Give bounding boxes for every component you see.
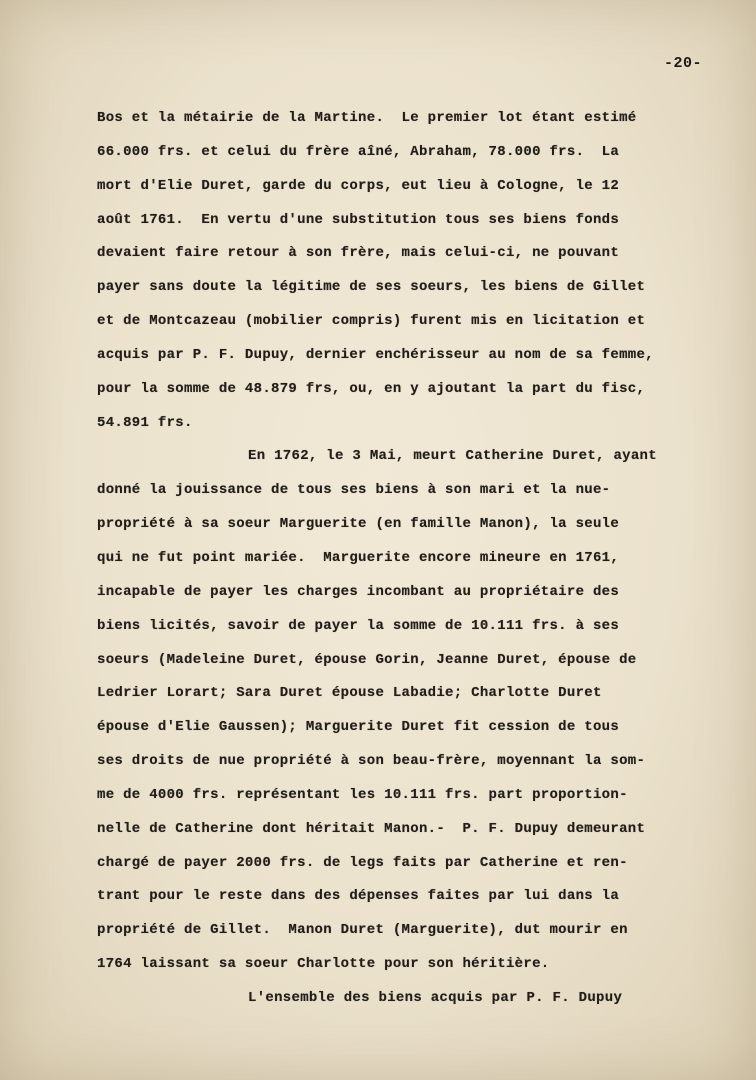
text-line: biens licités, savoir de payer la somme de 10.111 frs. à ses <box>97 617 620 634</box>
text-line: donné la jouissance de tous ses biens à son mari et la nue- <box>97 482 611 499</box>
text-line: propriété de Gillet. Manon Duret (Marguerite), dut mourir en <box>97 922 628 939</box>
page-number: -20- <box>664 55 703 72</box>
text-line: qui ne fut point mariée. Marguerite encore mineure en 1761, <box>97 549 620 566</box>
text-line: 66.000 frs. et celui du frère aîné, Abraham, 78.000 frs. La <box>97 143 620 160</box>
text-line: devaient faire retour à son frère, mais celui-ci, ne pouvant <box>97 245 620 262</box>
paragraph-start-line: L'ensemble des biens acquis par P. F. Dupuy <box>248 989 623 1006</box>
text-line: et de Montcazeau (mobilier compris) furent mis en licitation et <box>97 313 646 330</box>
text-line: chargé de payer 2000 frs. de legs faits par Catherine et ren- <box>97 854 628 871</box>
text-line: acquis par P. F. Dupuy, dernier enchérisseur au nom de sa femme, <box>97 346 654 363</box>
text-line: incapable de payer les charges incombant au propriétaire des <box>97 583 620 600</box>
text-line: payer sans doute la légitime de ses soeurs, les biens de Gillet <box>97 279 646 296</box>
text-line: trant pour le reste dans des dépenses faites par lui dans la <box>97 888 620 905</box>
text-line: propriété à sa soeur Marguerite (en famille Manon), la seule <box>97 516 620 533</box>
text-line: mort d'Elie Duret, garde du corps, eut lieu à Cologne, le 12 <box>97 177 620 194</box>
text-line: épouse d'Elie Gaussen); Marguerite Duret fit cession de tous <box>97 719 620 736</box>
text-line: ses droits de nue propriété à son beau-frère, moyennant la som- <box>97 753 646 770</box>
text-line: 1764 laissant sa soeur Charlotte pour son héritière. <box>97 956 550 973</box>
text-line: soeurs (Madeleine Duret, épouse Gorin, Jeanne Duret, épouse de <box>97 651 637 668</box>
text-line: Ledrier Lorart; Sara Duret épouse Labadie; Charlotte Duret <box>97 685 602 702</box>
text-line: me de 4000 frs. représentant les 10.111 frs. part proportion- <box>97 786 628 803</box>
paragraph-start-line: En 1762, le 3 Mai, meurt Catherine Duret, ayant <box>248 448 657 465</box>
text-line: pour la somme de 48.879 frs, ou, en y ajoutant la part du fisc, <box>97 380 646 397</box>
text-line: août 1761. En vertu d'une substitution tous ses biens fonds <box>97 211 620 228</box>
body-text <box>0 102 756 1016</box>
text-line: nelle de Catherine dont héritait Manon.- P. F. Dupuy demeurant <box>97 820 646 837</box>
text-line: Bos et la métairie de la Martine. Le premier lot étant estimé <box>97 110 637 126</box>
text-line: 54.891 frs. <box>97 414 193 431</box>
